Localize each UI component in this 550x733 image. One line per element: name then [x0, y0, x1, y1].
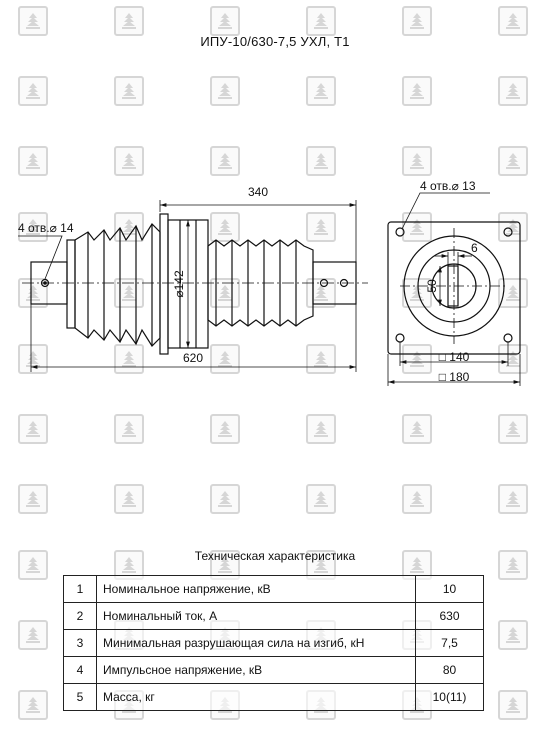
slot-width-label: 6: [471, 241, 478, 255]
page-title: ИПУ-10/630-7,5 УХЛ, Т1: [200, 34, 350, 49]
table-row: [64, 657, 484, 684]
row-parameter: Минимальная разрушающая сила на изгиб, кН: [97, 630, 416, 657]
table-row: [64, 630, 484, 657]
row-parameter: Номинальное напряжение, кВ: [97, 576, 416, 603]
row-parameter: Масса, кг: [97, 684, 416, 711]
row-value: 10: [416, 576, 484, 603]
flange-hole-br: [504, 334, 512, 342]
row-number: 2: [64, 603, 97, 630]
flange-size-label: □ 180: [438, 370, 470, 384]
flange-plate: [160, 214, 168, 354]
dim-diameter-label: ⌀142: [172, 270, 186, 298]
row-value: 10(11): [416, 684, 484, 711]
dim-620-label: 620: [182, 351, 204, 365]
table-row: [64, 576, 484, 603]
row-value: 630: [416, 603, 484, 630]
dim-340-label: 340: [247, 185, 269, 199]
slot-height-label: 50: [425, 279, 439, 293]
tree-logo-icon: [18, 620, 48, 650]
row-number: 1: [64, 576, 97, 603]
end-holes-label: 4 отв.⌀ 14: [18, 221, 74, 235]
tree-logo-icon: [498, 690, 528, 720]
hole-spacing-label: □ 140: [438, 350, 470, 364]
tree-logo-icon: [18, 690, 48, 720]
table-caption: Техническая характеристика: [194, 549, 356, 563]
row-parameter: Номинальный ток, А: [97, 603, 416, 630]
row-value: 80: [416, 657, 484, 684]
table-row: [64, 684, 484, 711]
row-number: 5: [64, 684, 97, 711]
flange-hole-tl: [396, 228, 404, 236]
flange-hole-bl: [396, 334, 404, 342]
row-parameter: Импульсное напряжение, кВ: [97, 657, 416, 684]
row-value: 7,5: [416, 630, 484, 657]
left-end-cap: [67, 240, 75, 328]
specs-table: [63, 575, 484, 711]
flange-hole-tr: [504, 228, 512, 236]
flange-holes-label: 4 отв.⌀ 13: [420, 179, 476, 193]
table-row: [64, 603, 484, 630]
row-number: 4: [64, 657, 97, 684]
tree-logo-icon: [498, 620, 528, 650]
row-number: 3: [64, 630, 97, 657]
